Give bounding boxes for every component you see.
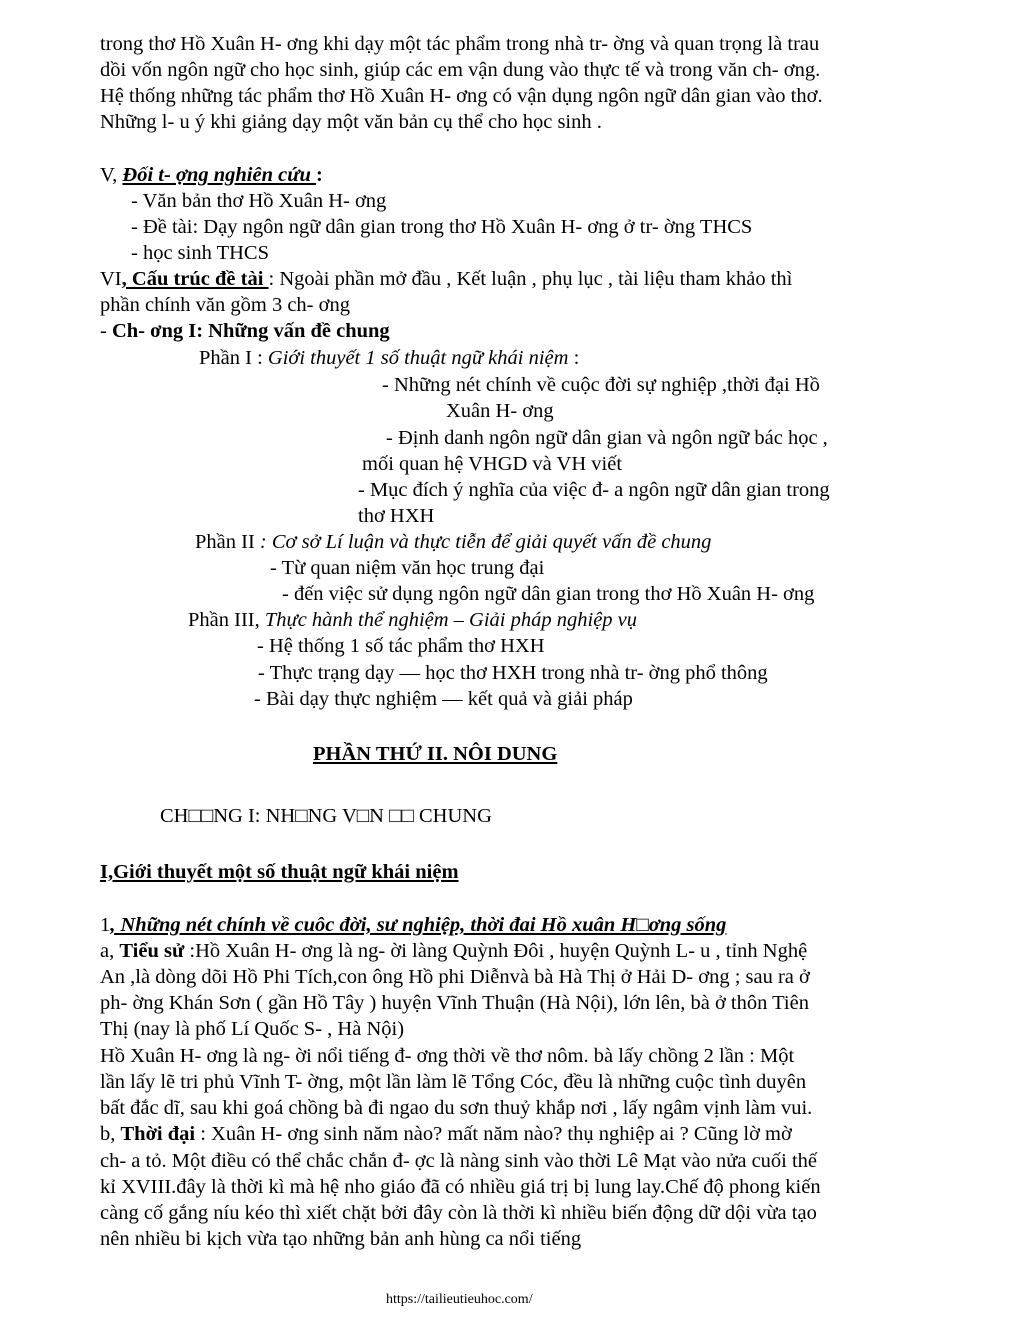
section-6-line: phần chính văn gồm 3 ch- ơng xyxy=(100,294,350,316)
part-1-item: thơ HXH xyxy=(358,505,435,527)
section-5-colon: : xyxy=(316,164,323,186)
para-a-line: ph- ờng Khán Sơn ( gần Hồ Tây ) huyện Vĩnh Thuận (Hà Nội), lớn lên, bà ở thôn Tiên xyxy=(100,992,809,1014)
para-b-label: Thời đại xyxy=(120,1123,196,1145)
para-b-prefix: b, xyxy=(100,1123,121,1145)
part-2-title: : Cơ sở Lí luận và thực tiễn để giải quyết vấn đề chung xyxy=(259,531,712,553)
part-3-title: Thực hành thể nghiệm – Giải pháp nghiệp vụ xyxy=(264,609,638,631)
intro-line: dồi vốn ngôn ngữ cho học sinh, giúp các em vận dung vào thực tế và trong văn ch- ơng. xyxy=(100,59,821,81)
part-1-item: - Định danh ngôn ngữ dân gian và ngôn ngữ bác học , xyxy=(386,427,828,449)
list-item: - học sinh THCS xyxy=(131,242,270,264)
part-1-label: Phần I : xyxy=(199,347,268,369)
part-1-colon: : xyxy=(568,347,580,369)
part-2-item: - Từ quan niệm văn học trung đại xyxy=(270,557,545,579)
intro-line: Hệ thống những tác phẩm thơ Hồ Xuân H- ơng có vận dụng ngôn ngữ dân gian vào thơ. xyxy=(100,85,823,107)
chapter-1-prefix: - xyxy=(100,320,112,342)
para-a-text: :Hồ Xuân H- ơng là ng- ời làng Quỳnh Đôi , huyện Quỳnh L- u , tỉnh Nghệ xyxy=(184,940,808,962)
section-5-title: Đối t- ợng nghiên cứu xyxy=(122,164,317,186)
para-a-line: An ,là dòng dõi Hồ Phi Tích,con ông Hồ phi Diễnvà bà Hà Thị ở Hải D- ơng ; sau ra ở xyxy=(100,966,810,988)
para-a-line: bất đắc dĩ, sau khi goá chồng bà đi ngao du sơn thuỷ khắp nơi , lấy ngâm vịnh làm vui. xyxy=(100,1097,813,1119)
para-a-line: Thị (nay là phố Lí Quốc S- , Hà Nội) xyxy=(100,1018,405,1040)
para-b-line: nên nhiều bi kịch vừa tạo những bản anh hùng ca nổi tiếng xyxy=(100,1228,582,1250)
intro-line: trong thơ Hồ Xuân H- ơng khi dạy một tác phẩm trong nhà tr- ờng và quan trọng là trau xyxy=(100,33,820,55)
chapter-1-title: Ch- ơng I: Những vấn đề chung xyxy=(111,320,390,342)
part-1-title: Giới thuyết 1 số thuật ngữ khái niệm xyxy=(267,347,569,369)
part-1-item: mối quan hệ VHGD và VH viết xyxy=(362,453,623,475)
section-5-prefix: V, xyxy=(100,164,123,186)
para-b-line: càng cố gắng níu kéo thì xiết chặt bởi đây còn là thời kì nhiều biến động dữ dội vừa tạo xyxy=(100,1202,817,1224)
section-5-heading xyxy=(100,162,323,188)
intro-line: Những l- u ý khi giảng dạy một văn bản cụ thể cho học sinh . xyxy=(100,111,602,133)
part-1-item: - Mục đích ý nghĩa của việc đ- a ngôn ngữ dân gian trong xyxy=(358,479,830,501)
section-I-heading: I,Giới thuyết một số thuật ngữ khái niệm xyxy=(100,861,459,883)
subsection-1-heading xyxy=(100,912,726,938)
para-a-line: lần lấy lẽ tri phủ Vĩnh T- ờng, một lần làm lẽ Tổng Cóc, đều là những cuộc tình duyên xyxy=(100,1071,807,1093)
part-3-item: - Thực trạng dạy — học thơ HXH trong nhà tr- ờng phổ thông xyxy=(258,662,768,684)
subsection-1-prefix: 1 xyxy=(100,914,111,936)
para-a-first-line xyxy=(100,938,807,964)
part-3-item: - Bài dạy thực nghiệm — kết quả và giải pháp xyxy=(254,688,633,710)
section-6-title: , Cấu trúc đề tài xyxy=(121,268,269,290)
chapter-1-line xyxy=(100,318,390,344)
part-3-line xyxy=(188,607,637,633)
para-b-first-line xyxy=(100,1121,792,1147)
part-2-label: Phần II xyxy=(195,531,260,553)
part-3-item: - Hệ thống 1 số tác phẩm thơ HXH xyxy=(257,635,545,657)
para-b-text: : Xuân H- ơng sinh năm nào? mất năm nào? thụ nghiệp ai ? Cũng lờ mờ xyxy=(195,1123,792,1145)
para-b-line: ch- a tỏ. Một điều có thể chắc chắn đ- ợc là nàng sinh vào thời Lê Mạt vào nửa cuối thế xyxy=(100,1150,818,1172)
para-b-line: kỉ XVIII.đây là thời kì mà hệ nho giáo đã có nhiều giá trị bị lung lay.Chế độ phong kiến xyxy=(100,1176,821,1198)
list-item: - Đề tài: Dạy ngôn ngữ dân gian trong thơ Hồ Xuân H- ơng ở tr- ờng THCS xyxy=(131,216,753,238)
part-3-label: Phần III, xyxy=(188,609,265,631)
part-1-item: Xuân H- ơng xyxy=(446,400,554,422)
subsection-1-title: , Những nét chính về cuôc đời, sư nghiệp, thời đai Hồ xuân H□ơng sống xyxy=(110,914,727,936)
para-a-prefix: a, xyxy=(100,940,120,962)
part-1-item: - Những nét chính về cuộc đời sự nghiệp ,thời đại Hồ xyxy=(382,374,820,396)
part-title: PHẦN THỨ II. NÔI DUNG xyxy=(313,743,558,765)
section-6-intro: : Ngoài phần mở đầu , Kết luận , phụ lục , tài liệu tham khảo thì xyxy=(268,268,793,290)
section-6-prefix: VI xyxy=(100,268,122,290)
footer-url[interactable]: https://tailieutieuhoc.com/ xyxy=(386,1292,533,1307)
list-item: - Văn bản thơ Hồ Xuân H- ơng xyxy=(131,190,387,212)
part-2-line xyxy=(195,529,711,555)
para-a-label: Tiểu sử xyxy=(119,940,185,962)
chapter-title: CH□□NG I: NH□NG V□N □□ CHUNG xyxy=(160,805,492,827)
para-a-line: Hồ Xuân H- ơng là ng- ời nổi tiếng đ- ơng thời về thơ nôm. bà lấy chồng 2 lần : Một xyxy=(100,1045,795,1067)
part-2-item: - đến việc sử dụng ngôn ngữ dân gian trong thơ Hồ Xuân H- ơng xyxy=(282,583,815,605)
part-1-line xyxy=(199,345,579,371)
section-6-heading xyxy=(100,266,792,292)
